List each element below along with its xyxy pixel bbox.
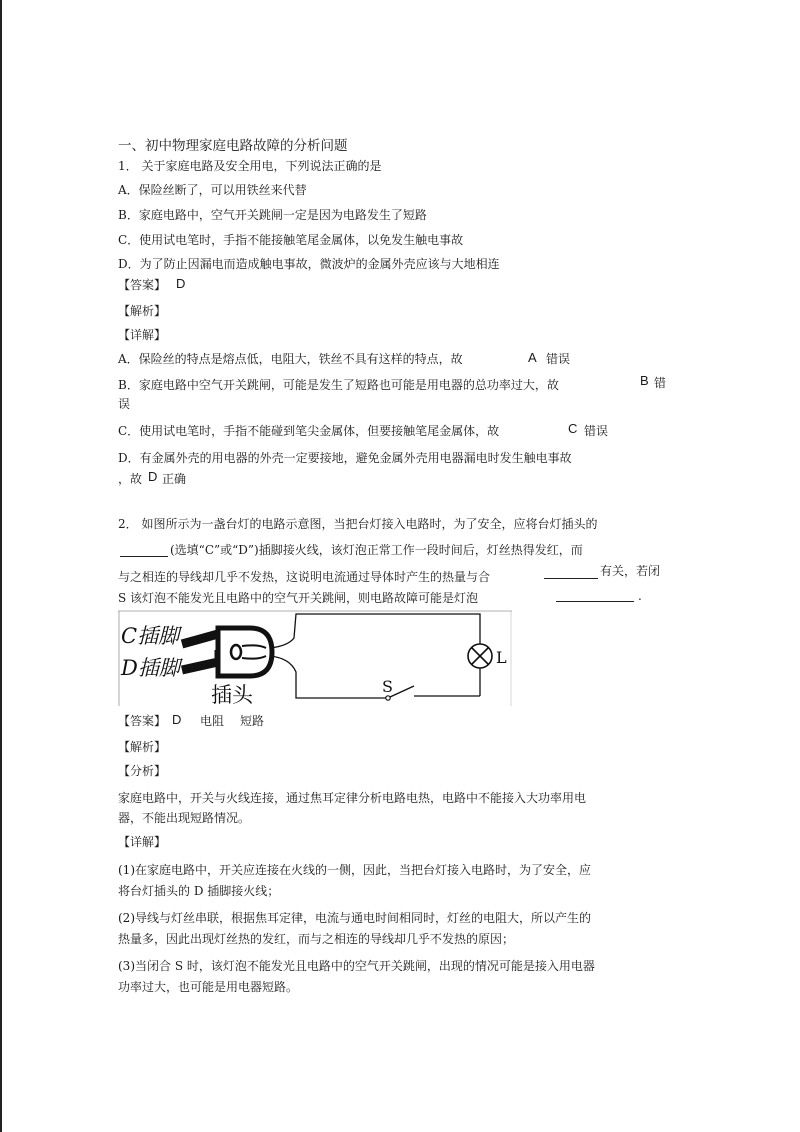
q1-stem: 1． 关于家庭电路及安全用电，下列说法正确的是 xyxy=(118,159,382,173)
q2-blank-3 xyxy=(556,601,634,602)
q1-analysis-label: 【解析】 xyxy=(118,304,167,318)
q2-line-1: 2． 如图所示为一盏台灯的电路示意图，当把台灯接入电路时，为了安全，应将台灯插头的 xyxy=(118,517,598,531)
q1-answer-value: D xyxy=(176,276,186,291)
q2-line-3: 与之相连的导线却几乎不发热，这说明电流通过导体时产生的热量与合 xyxy=(118,570,491,584)
q1-detail-c-letter: C xyxy=(568,421,578,436)
q1-detail-b-verdict: 错 xyxy=(654,376,667,390)
figure-label-d-pin: D插脚 xyxy=(121,656,180,680)
q2-analysis-label: 【解析】 xyxy=(118,740,167,754)
q1-detail-label: 【详解】 xyxy=(118,328,167,342)
q2-fenxi-label: 【分析】 xyxy=(118,764,167,778)
circuit-wires xyxy=(270,614,480,698)
q2-detail-label: 【详解】 xyxy=(118,835,167,849)
q1-option-c: C．使用试电笔时，手指不能接触笔尾金属体，以免发生触电事故 xyxy=(118,233,464,247)
q1-detail-a-letter: A xyxy=(528,350,537,365)
page-left-border xyxy=(0,0,2,1132)
q1-detail-b-cont: 误 xyxy=(118,397,131,411)
lamp-circuit-diagram xyxy=(118,610,512,710)
q2-line-4-end: . xyxy=(638,589,642,603)
q1-detail-d-prefix: ，故 xyxy=(118,472,143,486)
q2-detail-3-line-2: 功率过大，也可能是用电器短路。 xyxy=(118,980,299,994)
q1-detail-a-verdict: 错误 xyxy=(546,352,571,366)
q2-answer-3: 短路 xyxy=(240,714,265,728)
q1-detail-d: D．有金属外壳的用电器的外壳一定要接地，避免金属外壳用电器漏电时发生触电事故 xyxy=(118,451,572,465)
q1-option-b: B．家庭电路中，空气开关跳闸一定是因为电路发生了短路 xyxy=(118,208,427,222)
q2-fenxi-line-1: 家庭电路中，开关与火线连接，通过焦耳定律分析电路电热，电路中不能接入大功率用电 xyxy=(118,791,587,805)
q2-detail-2-line-2: 热量多，因此出现灯丝热的发红，而与之相连的导线却几乎不发热的原因； xyxy=(118,932,515,946)
q1-option-d: D．为了防止因漏电而造成触电事故，微波炉的金属外壳应该与大地相连 xyxy=(118,257,500,271)
q1-detail-d-verdict: 正确 xyxy=(162,472,187,486)
q2-answer-2: 电阻 xyxy=(200,714,225,728)
q1-detail-c: C．使用试电笔时，手指不能碰到笔尖金属体，但要接触笔尾金属体，故 xyxy=(118,424,500,438)
q2-line-3-end: 有关，若闭 xyxy=(600,564,661,578)
lamp-l-icon xyxy=(468,644,492,668)
figure-label-lamp: L xyxy=(496,648,507,667)
q2-fenxi-line-2: 器，不能出现短路情况。 xyxy=(118,811,251,825)
q1-detail-b-letter: B xyxy=(640,373,649,388)
q2-line-4: S 该灯泡不能发光且电路中的空气开关跳闸，则电路故障可能是灯泡 xyxy=(118,591,479,605)
q1-detail-a: A．保险丝的特点是熔点低，电阻大，铁丝不具有这样的特点，故 xyxy=(118,352,463,366)
q2-answer-1: D xyxy=(172,712,182,727)
q1-detail-c-verdict: 错误 xyxy=(584,424,609,438)
q1-detail-d-letter: D xyxy=(148,469,158,484)
q2-blank-1 xyxy=(120,556,168,557)
plug-icon xyxy=(182,628,272,676)
q2-detail-2-line-1: (2)导线与灯丝串联，根据焦耳定律，电流与通电时间相同时，灯丝的电阻大，所以产生的 xyxy=(118,911,592,925)
q2-line-2: (选填“C”或“D”)插脚接火线，该灯泡正常工作一段时间后，灯丝热得发红，而 xyxy=(170,543,583,557)
q1-detail-b: B．家庭电路中空气开关跳闸，可能是发生了短路也可能是用电器的总功率过大，故 xyxy=(118,378,559,392)
q2-answer-label: 【答案】 xyxy=(118,714,167,728)
section-title: 一、初中物理家庭电路故障的分析问题 xyxy=(118,138,348,154)
figure-label-c-pin: C插脚 xyxy=(121,624,180,648)
q1-option-a: A．保险丝断了，可以用铁丝来代替 xyxy=(118,183,307,197)
q2-detail-3-line-1: (3)当闭合 S 时，该灯泡不能发光且电路中的空气开关跳闸，出现的情况可能是接入用电器 xyxy=(118,959,595,973)
figure-label-switch: S xyxy=(382,677,393,696)
q2-detail-1-line-1: (1)在家庭电路中，开关应连接在火线的一侧，因此，当把台灯接入电路时，为了安全，应 xyxy=(118,863,592,877)
q2-detail-1-line-2: 将台灯插头的 D 插脚接火线； xyxy=(118,884,280,898)
q1-answer-label: 【答案】 xyxy=(118,278,167,292)
figure-label-plug: 插头 xyxy=(211,683,253,707)
q2-blank-2 xyxy=(544,578,598,579)
